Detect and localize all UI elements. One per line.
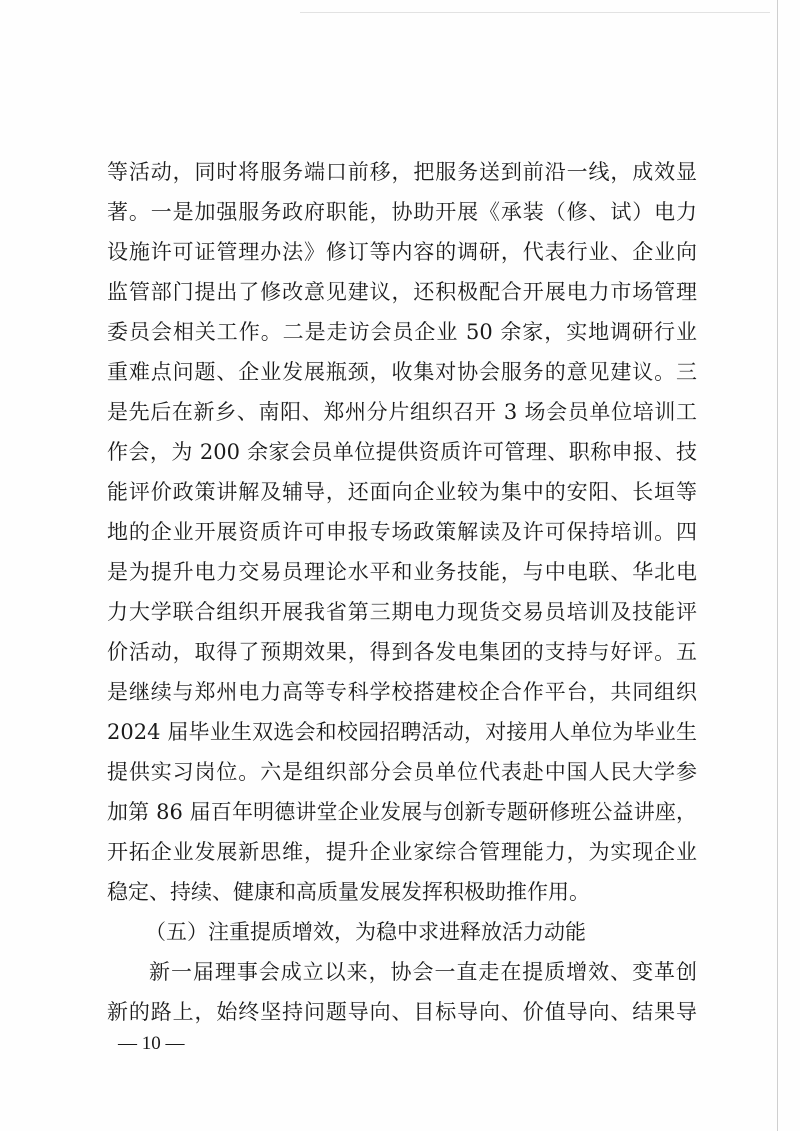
text-line: 重难点问题、企业发展瓶颈，收集对协会服务的意见建议。三 (107, 360, 697, 384)
text-line: 委员会相关工作。二是走访会员企业 50 余家，实地调研行业 (107, 320, 697, 344)
text-line: 地的企业开展资质许可申报专场政策解读及许可保持培训。四 (107, 520, 697, 544)
text-line: 能评价政策讲解及辅导，还面向企业较为集中的安阳、长垣等 (107, 480, 697, 504)
text-line: 监管部门提出了修改意见建议，还积极配合开展电力市场管理 (107, 280, 697, 304)
text-line: 等活动，同时将服务端口前移，把服务送到前沿一线，成效显 (107, 160, 697, 184)
text-line: 价活动，取得了预期效果，得到各发电集团的支持与好评。五 (107, 640, 697, 664)
text-line: 作会，为 200 余家会员单位提供资质许可管理、职称申报、技 (107, 440, 697, 464)
text-line: 是继续与郑州电力高等专科学校搭建校企合作平台，共同组织 (107, 680, 697, 704)
text-line: 加第 86 届百年明德讲堂企业发展与创新专题研修班公益讲座， (107, 800, 697, 824)
text-line: 设施许可证管理办法》修订等内容的调研，代表行业、企业向 (107, 240, 697, 264)
body-text (107, 152, 697, 1032)
scan-edge-right (777, 0, 778, 1131)
text-line: 是先后在新乡、南阳、郑州分片组织召开 3 场会员单位培训工 (107, 400, 697, 424)
text-line: 2024 届毕业生双选会和校园招聘活动，对接用人单位为毕业生 (107, 720, 697, 744)
text-line: 是为提升电力交易员理论水平和业务技能，与中电联、华北电 (107, 560, 697, 584)
text-line: 开拓企业发展新思维，提升企业家综合管理能力，为实现企业 (107, 840, 697, 864)
page-number: — 10 — (118, 1033, 185, 1054)
text-line: 力大学联合组织开展我省第三期电力现货交易员培训及技能评 (107, 600, 697, 624)
text-line: 提供实习岗位。六是组织部分会员单位代表赴中国人民大学参 (107, 760, 697, 784)
text-line: 稳定、持续、健康和高质量发展发挥积极助推作用。 (107, 880, 590, 904)
text-line: 著。一是加强服务政府职能，协助开展《承装（修、试）电力 (107, 200, 697, 224)
text-line: 新一届理事会成立以来，协会一直走在提质增效、变革创 (149, 960, 697, 984)
text-line: 新的路上，始终坚持问题导向、目标导向、价值导向、结果导 (107, 1000, 697, 1024)
scan-edge-top (300, 12, 770, 13)
section-heading: （五）注重提质增效，为稳中求进释放活力动能 (145, 920, 586, 944)
